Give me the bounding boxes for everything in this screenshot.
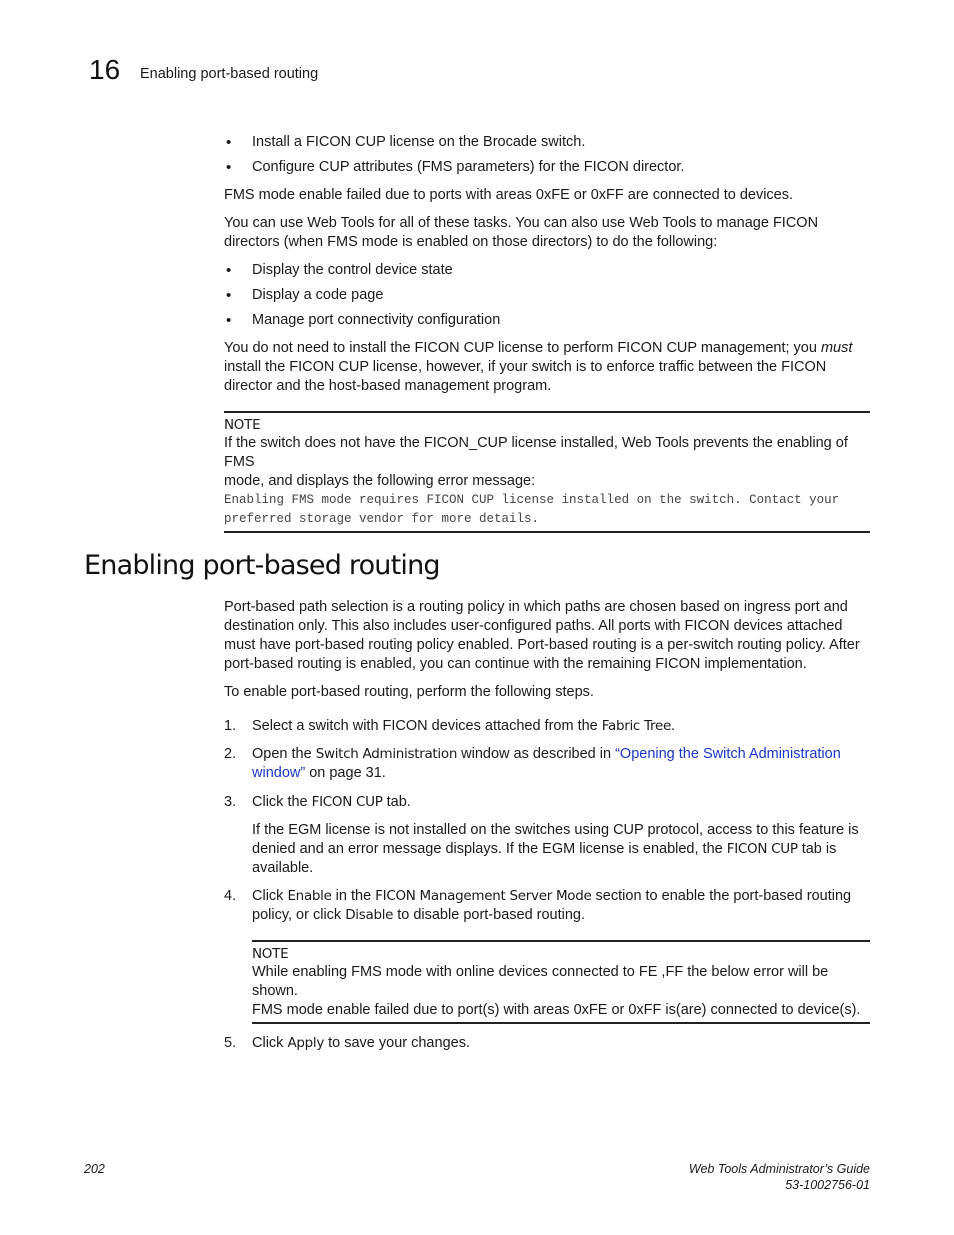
step-1 <box>224 717 870 736</box>
chapter-title: Enabling port-based routing <box>140 66 319 82</box>
step-number: 1. <box>224 717 237 734</box>
doc-number: 53-1002756-01 <box>785 1178 870 1192</box>
text: . <box>670 717 675 734</box>
paragraph: To enable port-based routing, perform the following steps. <box>224 684 594 700</box>
text: section to enable the port-based routing <box>591 887 852 904</box>
step-number: 2. <box>224 745 237 762</box>
ui-term: Apply <box>287 1034 325 1051</box>
section-heading: Enabling port-based routing <box>84 550 440 581</box>
note-line: While enabling FMS mode with online devices connected to FE ,FF the below error will be <box>252 963 829 980</box>
text: denied and an error message displays. If the EGM license is enabled, the <box>252 840 727 857</box>
step-number: 5. <box>224 1034 237 1051</box>
cross-reference-link[interactable]: window” <box>252 764 306 781</box>
emphasis: must <box>820 340 853 356</box>
page-number: 202 <box>84 1162 105 1176</box>
text: policy, or click <box>252 906 346 923</box>
bullet-item: • Manage port connectivity configuration <box>224 311 870 330</box>
ui-term: FICON CUP <box>311 793 383 810</box>
step-3 <box>224 793 870 878</box>
step-5 <box>224 1034 870 1053</box>
ui-term: Fabric Tree <box>601 717 671 734</box>
bullet-item: • Install a FICON CUP license on the Brocade switch. <box>224 133 870 152</box>
error-message-code: Enabling FMS mode requires FICON CUP license installed on the switch. Contact your <box>224 493 840 507</box>
note-line: shown. <box>252 982 298 999</box>
note-line: mode, and displays the following error message: <box>224 473 536 489</box>
text: to save your changes. <box>324 1034 470 1051</box>
paragraph-line: install the FICON CUP license, however, if your switch is to enforce traffic between the FICON <box>224 359 827 375</box>
ui-term: Enable <box>287 887 332 904</box>
guide-title: Web Tools Administrator’s Guide <box>688 1162 870 1176</box>
text: You do not need to install the FICON CUP license to perform FICON CUP management; you <box>224 340 821 356</box>
ui-term: Switch Administration <box>315 745 458 762</box>
note-line: If the switch does not have the FICON_CUP license installed, Web Tools prevents the enabling of FMS <box>224 435 848 470</box>
paragraph <box>224 598 870 674</box>
error-message-code: preferred storage vendor for more details. <box>224 512 540 526</box>
bullet-item: • Display the control device state <box>224 261 870 280</box>
ui-term: Disable <box>345 906 394 923</box>
note-box <box>252 940 870 1024</box>
ui-term: FICON Management Server Mode <box>375 887 592 904</box>
bullet-item: • Configure CUP attributes (FMS parameters) for the FICON director. <box>224 158 870 177</box>
text: tab is <box>797 840 837 857</box>
paragraph-line: directors (when FMS mode is enabled on those directors) to do the following: <box>224 234 718 250</box>
text: on page 31. <box>305 764 386 781</box>
text: window as described in <box>457 745 616 762</box>
note-heading: NOTE <box>252 945 289 962</box>
step-number: 4. <box>224 887 237 904</box>
paragraph <box>224 339 870 396</box>
paragraph-line: destination only. This also includes user-configured paths. All ports with FICON devices attached <box>224 618 843 634</box>
cross-reference-link[interactable]: “Opening the Switch Administration <box>615 745 841 762</box>
note-box <box>224 411 870 533</box>
chapter-number: 16 <box>89 54 121 85</box>
text: Click the <box>252 793 312 810</box>
text: in the <box>331 887 376 904</box>
paragraph-line: must have port-based routing policy enabled. Port-based routing is a per-switch routing policy. After <box>224 637 860 653</box>
paragraph-line: available. <box>252 859 314 876</box>
note-heading: NOTE <box>224 417 261 433</box>
bullet-item: • Display a code page <box>224 286 870 305</box>
paragraph-line: Port-based path selection is a routing policy in which paths are chosen based on ingress port and <box>224 599 848 615</box>
step-2 <box>224 745 870 783</box>
step-3-detail <box>252 821 870 878</box>
note-line: FMS mode enable failed due to port(s) with areas 0xFE or 0xFF is(are) connected to device(s). <box>252 1001 861 1018</box>
section-content <box>224 598 870 1053</box>
text: Select a switch with FICON devices attached from the <box>252 717 602 734</box>
paragraph: FMS mode enable failed due to ports with areas 0xFE or 0xFF are connected to devices. <box>224 187 794 203</box>
paragraph-line: director and the host-based management program. <box>224 378 552 394</box>
paragraph-line: You can use Web Tools for all of these tasks. You can also use Web Tools to manage FICON <box>224 215 819 231</box>
text: to disable port-based routing. <box>393 906 586 923</box>
intro-content <box>224 133 870 533</box>
text: tab. <box>382 793 411 810</box>
text: Click <box>252 887 288 904</box>
step-number: 3. <box>224 793 237 810</box>
paragraph-line: If the EGM license is not installed on the switches using CUP protocol, access to this feature is <box>252 821 859 838</box>
text: Open the <box>252 745 316 762</box>
text: Click <box>252 1034 288 1051</box>
ui-term: FICON CUP <box>726 840 798 857</box>
paragraph-line: port-based routing is enabled, you can continue with the remaining FICON implementation. <box>224 656 807 672</box>
paragraph <box>224 214 870 252</box>
step-4 <box>224 887 870 1024</box>
